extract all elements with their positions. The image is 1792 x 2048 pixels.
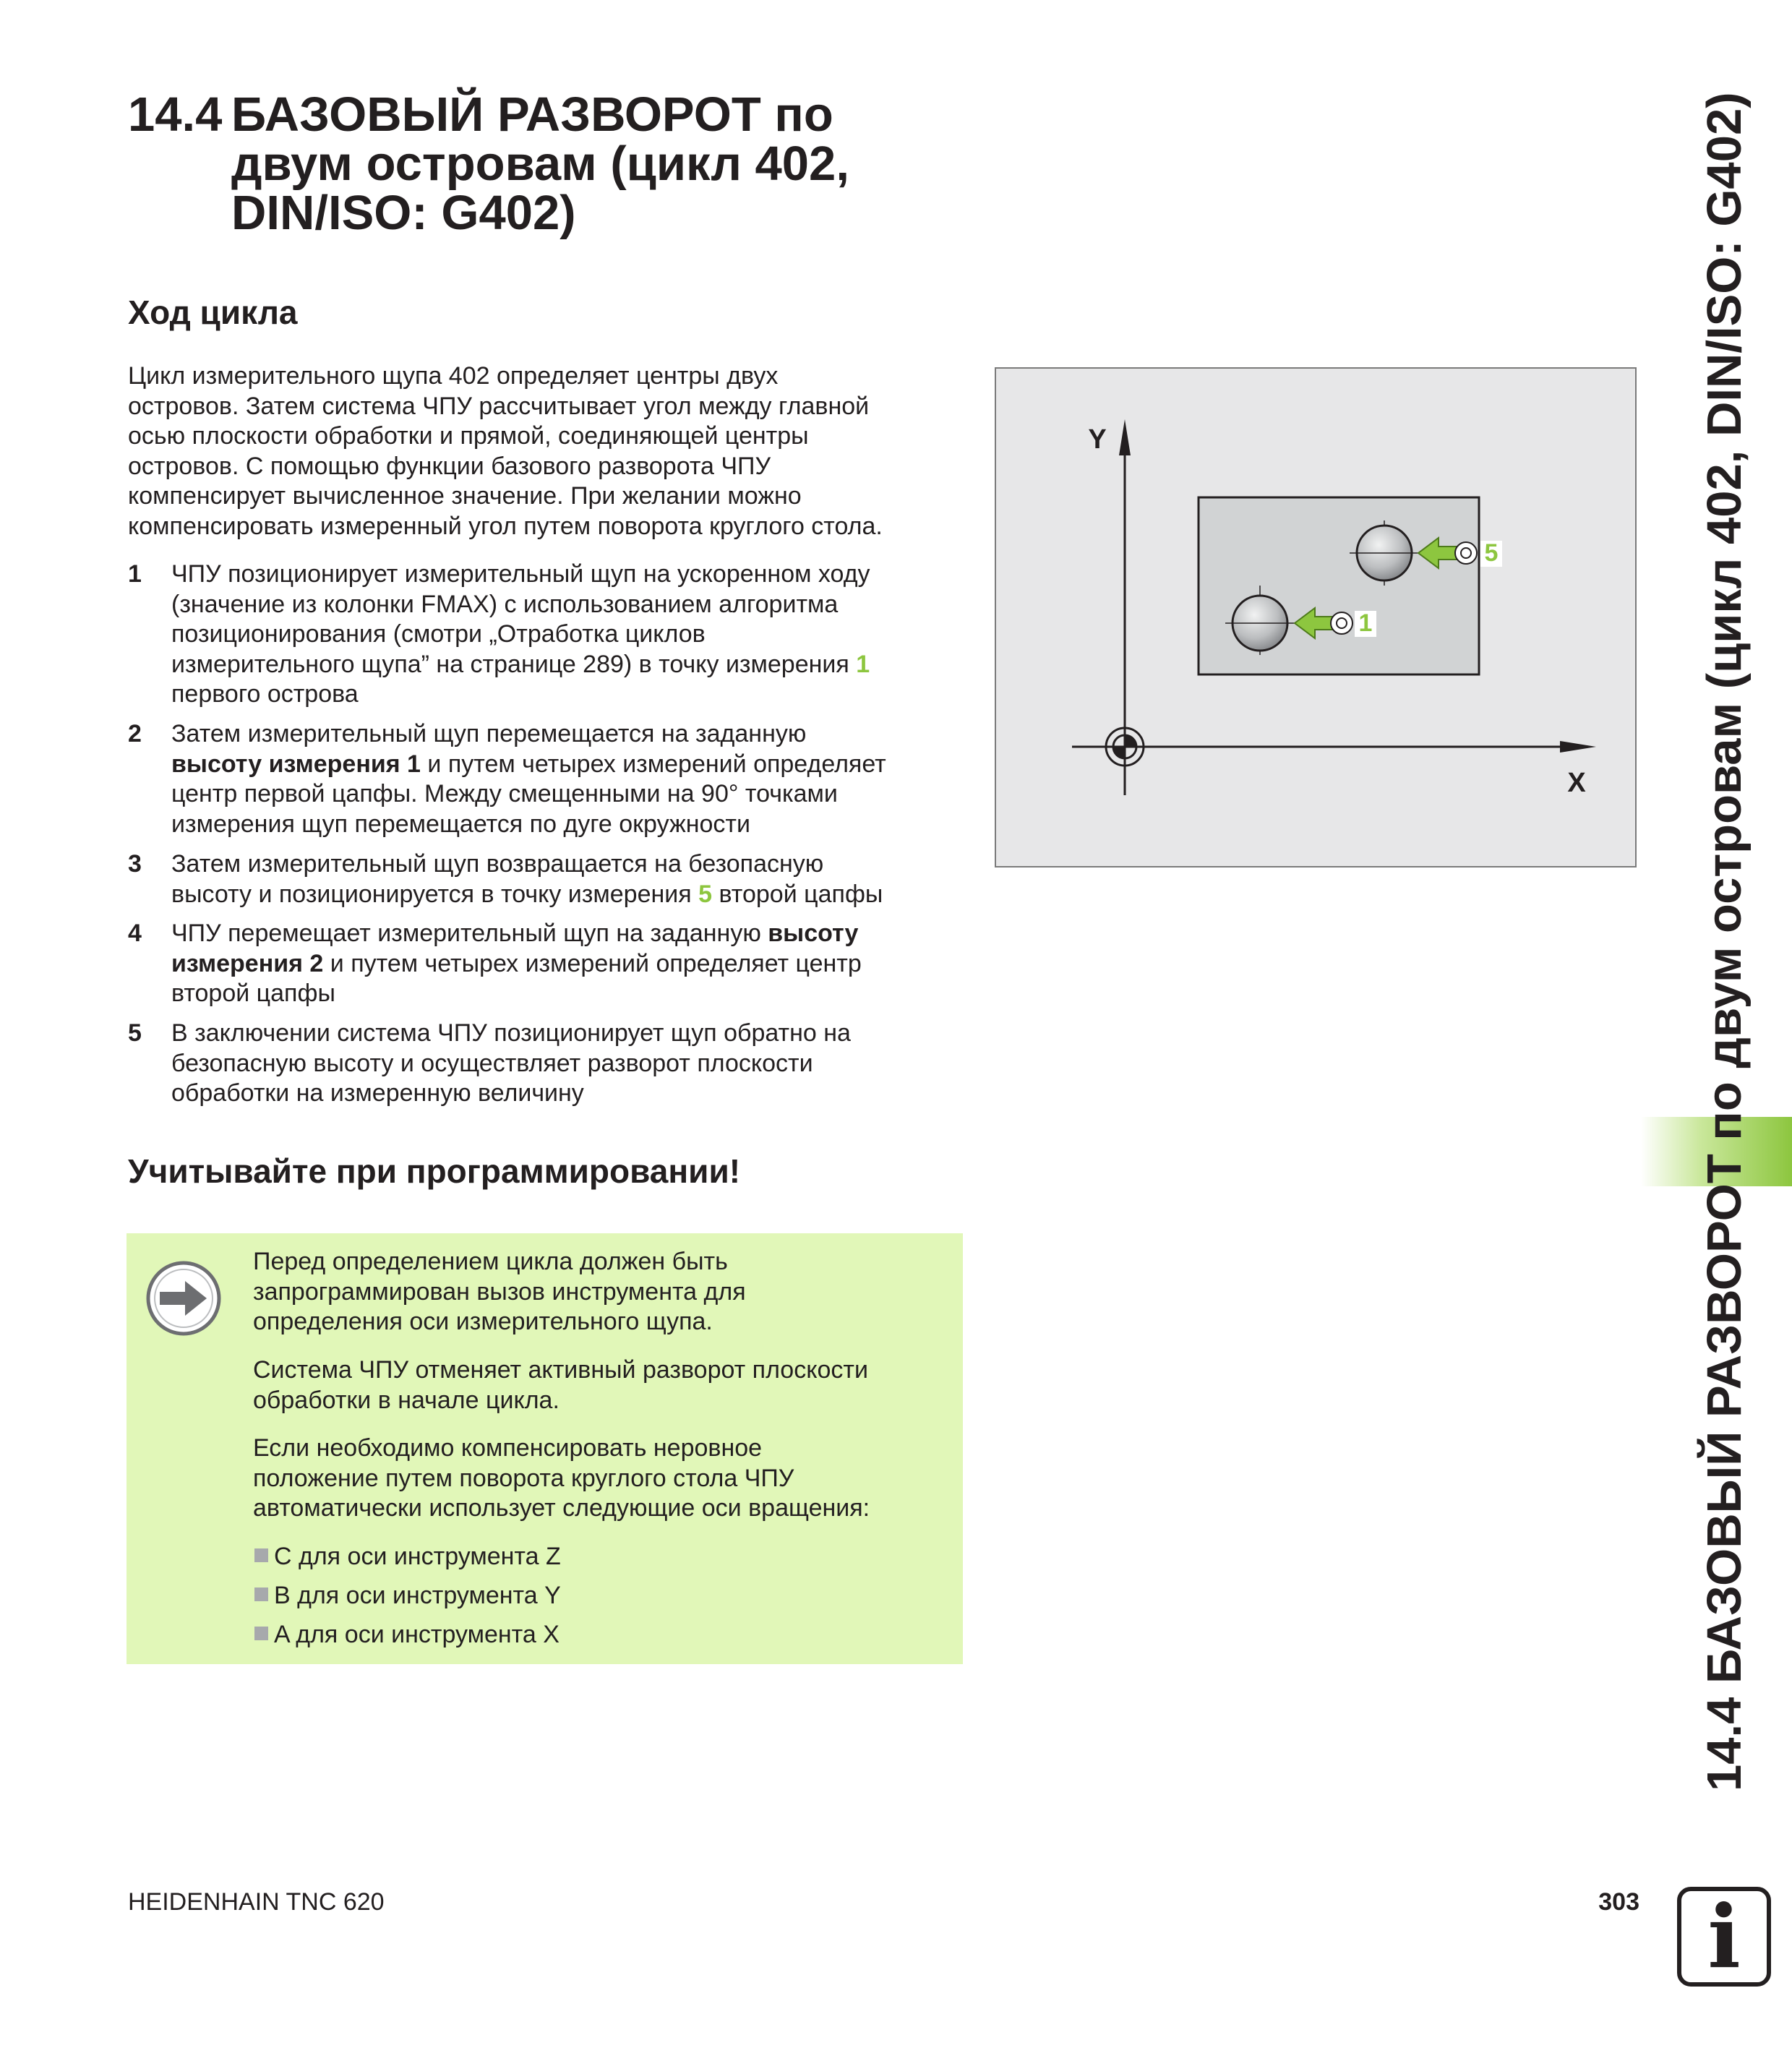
y-axis-arrowhead [1119, 419, 1131, 455]
step-line [171, 880, 883, 910]
step-line [171, 750, 886, 780]
figure-drawing [996, 369, 1635, 866]
note-line: запрограммирован вызов инструмента для [253, 1277, 746, 1306]
step-number: 2 [128, 720, 142, 747]
intro-line: островов. С помощью функции базового разворота ЧПУ [128, 452, 771, 480]
parameter-name: высоту [768, 920, 859, 947]
figure-point-label-1: 1 [1358, 609, 1373, 637]
axis-label-y: Y [1088, 424, 1107, 455]
title-line: двум островам (цикл 402, [231, 137, 849, 191]
step-line: обработки на измеренную величину [171, 1079, 584, 1107]
step-line: позиционирования (смотри „Отработка циклов [171, 620, 706, 648]
note-line: определения оси измерительного щупа. [253, 1308, 713, 1335]
step-line: (значение из колонки FMAX) с использованием алгоритма [171, 590, 839, 618]
intro-line: компенсировать измеренный угол путем поворота круглого стола. [128, 512, 883, 540]
section-heading-programming: Учитывайте при программировании! [128, 1152, 741, 1190]
info-glyph: i [1707, 1886, 1741, 1987]
note-line: Система ЧПУ отменяет активный разворот плоскости [253, 1356, 868, 1384]
step-number: 5 [128, 1019, 142, 1047]
step-line [171, 650, 870, 680]
step-text: измерительного щупа” на странице 289) в точку измерения [171, 650, 857, 678]
intro-paragraph [128, 361, 883, 541]
step-text: ЧПУ перемещает измерительный щуп на заданную [171, 920, 768, 947]
note-paragraph-3 [253, 1434, 870, 1524]
step-text: и путем четырех измерений определяет [420, 750, 886, 778]
footer-product-name: HEIDENHAIN TNC 620 [128, 1888, 385, 1916]
side-chapter-title: 14.4 БАЗОВЫЙ РАЗВОРОТ по двум островам (цикл 402, DIN/ISO: G402) [1697, 92, 1752, 1791]
title-line: DIN/ISO: G402) [231, 186, 576, 240]
step-text: и путем четырех измерений определяет центр [323, 949, 862, 977]
section-heading-cycle: Ход цикла [128, 294, 298, 331]
bullet-item [254, 1620, 560, 1650]
step-line: безопасную высоту и осуществляет разворот плоскости [171, 1049, 813, 1077]
step-text: второй цапфы [712, 880, 883, 908]
note-line: положение путем поворота круглого стола ЧПУ [253, 1464, 794, 1492]
step-number: 4 [128, 920, 142, 947]
step-line: первого острова [171, 680, 359, 708]
x-axis-arrowhead [1560, 741, 1596, 753]
title-line: БАЗОВЫЙ РАЗВОРОТ по [231, 87, 833, 142]
note-line: Перед определением цикла должен быть [253, 1248, 728, 1275]
parameter-name: измерения 2 [171, 949, 324, 977]
cycle-figure [995, 367, 1637, 867]
bullet-square-icon [254, 1627, 268, 1640]
step-line [171, 919, 862, 949]
note-line: автоматически использует следующие оси вращения: [253, 1494, 870, 1522]
step-line: ЧПУ позиционирует измерительный щуп на ускоренном ходу [171, 560, 870, 588]
intro-line: осью плоскости обработки и прямой, соединяющей центры [128, 422, 809, 450]
step-number: 3 [128, 850, 142, 878]
note-line: Если необходимо компенсировать неровное [253, 1434, 763, 1462]
bullet-item [254, 1542, 561, 1572]
step-line: измерения щуп перемещается по дуге окружности [171, 810, 750, 838]
bullet-square-icon [254, 1588, 268, 1601]
parameter-name: высоту измерения 1 [171, 750, 421, 778]
workpiece-plate [1199, 497, 1479, 674]
step-line: Затем измерительный щуп возвращается на безопасную [171, 850, 824, 878]
bullet-text: C для оси инструмента Z [274, 1543, 561, 1570]
bullet-square-icon [254, 1548, 268, 1562]
note-paragraph-1 [253, 1247, 746, 1337]
step-line: В заключении система ЧПУ позиционирует щуп обратно на [171, 1019, 851, 1047]
intro-line: островов. Затем система ЧПУ рассчитывает угол между главной [128, 392, 870, 420]
step-text: высоту и позиционируется в точку измерения [171, 880, 699, 908]
bullet-text: B для оси инструмента Y [274, 1582, 561, 1609]
intro-line: Цикл измерительного щупа 402 определяет центры двух [128, 362, 779, 390]
step-line: центр первой цапфы. Между смещенными на 90° точками [171, 780, 838, 807]
intro-line: компенсирует вычисленное значение. При желании можно [128, 482, 802, 510]
note-line: обработки в начале цикла. [253, 1386, 560, 1414]
info-icon [1676, 1886, 1772, 1987]
step-line: второй цапфы [171, 980, 335, 1007]
section-number: 14.4 [128, 87, 223, 142]
probe-point-1 [1331, 612, 1352, 634]
page-number: 303 [1598, 1888, 1639, 1916]
point-ref-5: 5 [698, 880, 713, 908]
probe-point-5 [1455, 542, 1477, 564]
arrow-right-icon [145, 1260, 222, 1337]
bullet-item [254, 1581, 561, 1611]
step-line [171, 949, 862, 980]
axis-label-x: X [1567, 768, 1586, 798]
note-paragraph-2 [253, 1355, 868, 1415]
point-ref-1: 1 [856, 650, 870, 678]
step-line: Затем измерительный щуп перемещается на заданную [171, 720, 807, 747]
bullet-text: A для оси инструмента X [274, 1621, 560, 1648]
step-number: 1 [128, 560, 142, 588]
figure-point-label-5: 5 [1484, 539, 1499, 567]
